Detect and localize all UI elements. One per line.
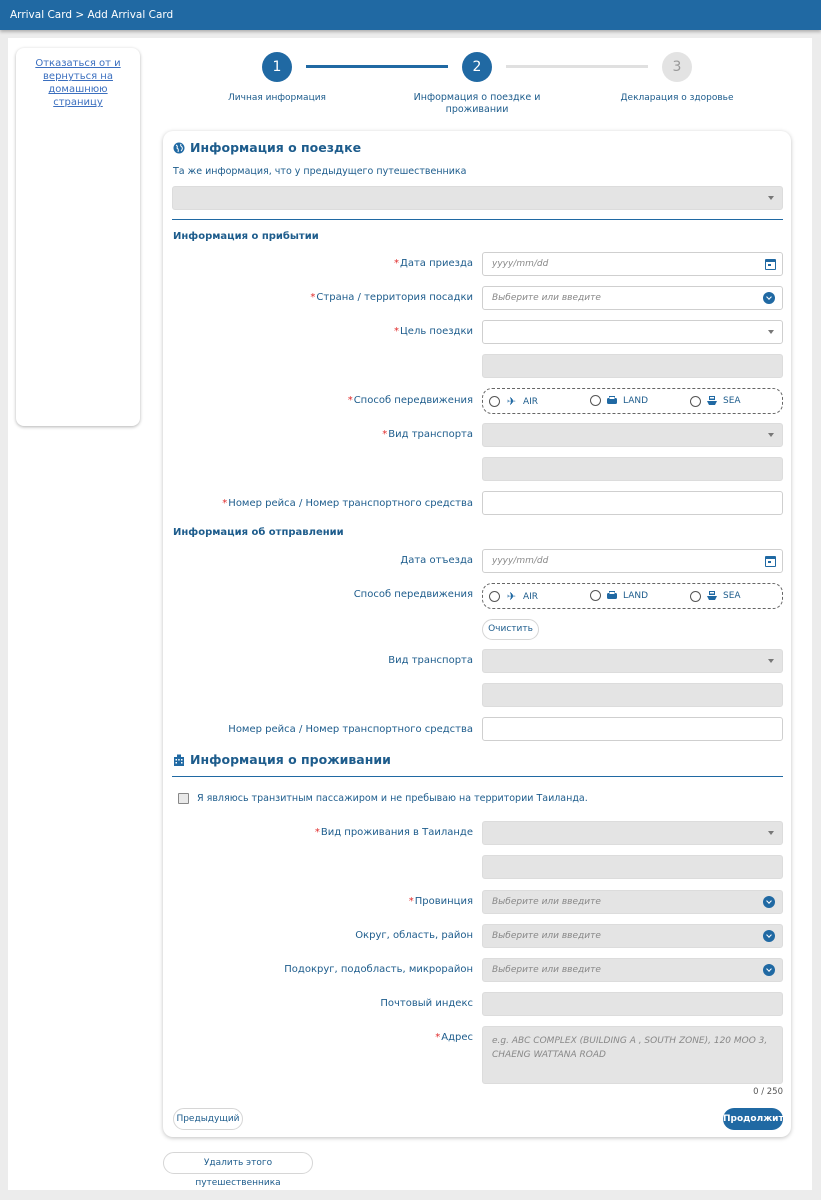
subdistrict-label: Подокруг, подобласть, микрорайон — [284, 964, 473, 975]
sea-label: SEA — [723, 396, 741, 406]
address-label: *Адрес — [435, 1032, 473, 1043]
departure-mode-sea-option[interactable] — [690, 590, 741, 602]
radio-button[interactable] — [489, 591, 500, 602]
radio-button[interactable] — [690, 396, 701, 407]
departure-subtitle: Информация об отправлении — [173, 527, 344, 538]
district-select: Выберите или введите — [482, 924, 783, 948]
step-2-circle: 2 — [462, 52, 492, 82]
arrival-transport-other-input — [482, 457, 783, 481]
departure-flight-input[interactable] — [482, 717, 783, 741]
departure-travel-mode-radio-group — [482, 583, 783, 609]
accommodation-section-title — [173, 752, 391, 767]
trip-purpose-select[interactable] — [482, 320, 783, 344]
departure-transport-type-label: Вид транспорта — [388, 655, 473, 666]
address-textarea: e.g. ABC COMPLEX (BUILDING A , SOUTH ZONE), 120 MOO 3, CHAENG WATTANA ROAD — [482, 1026, 783, 1084]
same-as-previous-select[interactable] — [172, 186, 783, 210]
trip-purpose-label: *Цель поездки — [394, 326, 473, 337]
transit-checkbox-label: Я являюсь транзитным пассажиром и не пребываю на территории Таиланда. — [197, 793, 588, 804]
trip-title-text: Информация о поездке — [190, 140, 362, 155]
step-2-label: Информация о поездке и проживании — [413, 92, 541, 115]
stepper-line-completed — [306, 65, 448, 68]
chevron-down-icon[interactable] — [763, 896, 775, 908]
cancel-and-home-link[interactable]: Отказаться от и вернуться на домашнюю страницу — [35, 58, 121, 108]
clear-button[interactable]: Очистить — [482, 619, 539, 640]
arrival-flight-input[interactable] — [482, 491, 783, 515]
province-label: *Провинция — [408, 896, 473, 907]
boarding-country-select[interactable]: Выберите или введите — [482, 286, 783, 310]
radio-button[interactable] — [489, 396, 500, 407]
accommodation-other-input — [482, 855, 783, 879]
chevron-down-icon[interactable] — [763, 292, 775, 304]
previous-button[interactable]: Предыдущий — [173, 1108, 243, 1130]
form-card — [163, 131, 791, 1137]
chevron-down-icon[interactable] — [763, 964, 775, 976]
air-label: AIR — [523, 396, 539, 407]
province-select: Выберите или введите — [482, 890, 783, 914]
plane-icon: ✈ — [506, 590, 517, 603]
district-label: Округ, область, район — [355, 930, 473, 941]
trip-divider — [172, 219, 783, 220]
departure-mode-air-option[interactable] — [489, 590, 538, 603]
arrival-subtitle: Информация о прибытии — [173, 231, 319, 242]
ship-icon — [706, 590, 718, 602]
same-as-previous-label: Та же информация, что у предыдущего путешественника — [173, 166, 467, 177]
step-1-label: Личная информация — [228, 93, 326, 103]
sidebar — [16, 48, 140, 426]
arrival-mode-sea-option[interactable] — [690, 395, 741, 407]
air-label: AIR — [523, 591, 539, 602]
trip-purpose-other-input — [482, 354, 783, 378]
accommodation-type-label: *Вид проживания в Таиланде — [314, 827, 473, 838]
land-label: LAND — [623, 590, 649, 601]
car-icon — [606, 590, 618, 601]
departure-mode-land-option[interactable] — [590, 590, 648, 601]
departure-transport-other-input — [482, 683, 783, 707]
departure-flight-label: Номер рейса / Номер транспортного средства — [228, 724, 473, 735]
chevron-down-icon[interactable] — [763, 930, 775, 942]
arrival-transport-type-label: *Вид транспорта — [382, 429, 473, 440]
arrival-travel-mode-label: *Способ передвижения — [347, 395, 473, 406]
departure-date-label: Дата отъезда — [400, 555, 473, 566]
step-3-circle: 3 — [662, 52, 692, 82]
breadcrumb: Arrival Card > Add Arrival Card — [10, 9, 174, 21]
arrival-date-label: *Дата приезда — [394, 258, 473, 269]
arrival-mode-air-option[interactable] — [489, 395, 538, 408]
accommodation-divider — [172, 776, 783, 777]
progress-stepper — [200, 52, 760, 118]
departure-transport-type-select — [482, 649, 783, 673]
globe-icon — [173, 142, 185, 154]
departure-travel-mode-label: Способ передвижения — [353, 589, 473, 600]
postal-code-input — [482, 992, 783, 1016]
boarding-country-label: *Страна / территория посадки — [310, 292, 473, 303]
stepper-line-pending — [506, 65, 648, 68]
calendar-icon[interactable] — [765, 259, 776, 270]
plane-icon: ✈ — [506, 395, 517, 408]
transit-checkbox[interactable] — [178, 793, 189, 804]
arrival-travel-mode-radio-group — [482, 388, 783, 414]
step-3-label: Декларация о здоровье — [620, 93, 734, 103]
land-label: LAND — [623, 395, 649, 406]
radio-button[interactable] — [590, 590, 601, 601]
postal-code-label: Почтовый индекс — [380, 998, 473, 1009]
top-bar — [0, 0, 821, 30]
arrival-flight-label: *Номер рейса / Номер транспортного средства — [222, 498, 473, 509]
accommodation-title-text: Информация о проживании — [190, 752, 391, 767]
arrival-date-input[interactable]: yyyy/mm/dd — [482, 252, 783, 276]
continue-button[interactable]: Продолжить — [723, 1108, 783, 1130]
car-icon — [606, 395, 618, 406]
arrival-transport-type-select — [482, 423, 783, 447]
radio-button[interactable] — [590, 395, 601, 406]
radio-button[interactable] — [690, 591, 701, 602]
building-icon — [173, 754, 185, 766]
calendar-icon[interactable] — [765, 556, 776, 567]
address-char-counter: 0 / 250 — [753, 1087, 783, 1097]
arrival-mode-land-option[interactable] — [590, 395, 648, 406]
ship-icon — [706, 395, 718, 407]
departure-date-input[interactable]: yyyy/mm/dd — [482, 549, 783, 573]
accommodation-type-select — [482, 821, 783, 845]
delete-traveler-button[interactable]: Удалить этого путешественника — [163, 1152, 313, 1174]
subdistrict-select: Выберите или введите — [482, 958, 783, 982]
trip-section-title — [173, 140, 361, 155]
sea-label: SEA — [723, 591, 741, 601]
step-1-circle: 1 — [262, 52, 292, 82]
